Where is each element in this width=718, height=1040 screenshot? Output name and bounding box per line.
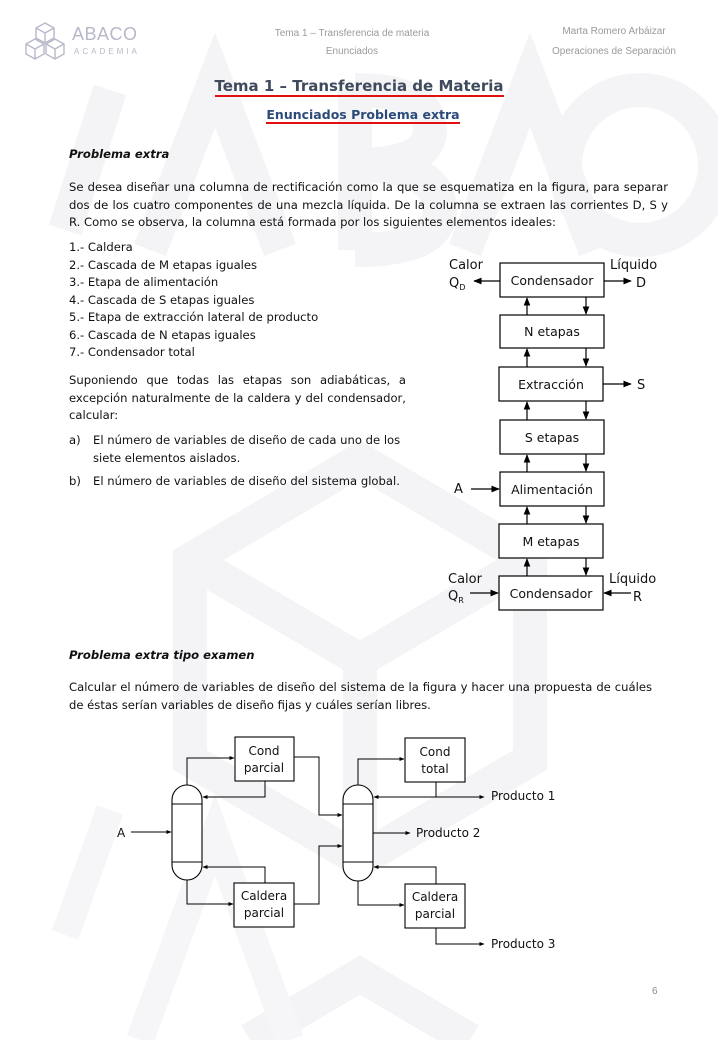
- box-label: Cond: [248, 744, 280, 758]
- question-label: b): [69, 474, 81, 488]
- box-label: total: [421, 762, 449, 776]
- product-1-label: Producto 1: [491, 789, 556, 803]
- list-item: 2.- Cascada de M etapas iguales: [69, 257, 258, 272]
- header-section: Enunciados: [325, 46, 379, 57]
- liquid-top-label: Líquido: [610, 258, 658, 273]
- block-label: Alimentación: [511, 482, 593, 497]
- product-2-label: Producto 2: [416, 826, 481, 840]
- question-text: El número de variables de diseño de cada uno de los siete elementos aislados.: [93, 433, 401, 465]
- block-label: Condensador: [510, 273, 594, 288]
- block-label: S etapas: [524, 430, 580, 445]
- feed-label: A: [117, 826, 126, 840]
- problem2-text: Calcular el número de variables de diseño del sistema de la figura y hacer una propuesta de cuáles de éstas serían variables de diseño fijas y cuáles serían libres.: [69, 680, 652, 712]
- symbol: Q: [449, 276, 460, 291]
- column-2: [343, 785, 373, 881]
- list-item: 3.- Etapa de alimentación: [69, 275, 219, 289]
- header-course: Operaciones de Separación: [552, 46, 676, 57]
- header-author: Marta Romero Arbáizar: [562, 26, 666, 37]
- logo-name: ABACO: [72, 24, 138, 44]
- subscript: D: [459, 283, 466, 292]
- page-title-text: Tema 1 – Transferencia de Materia: [214, 77, 504, 95]
- liquid-top-symbol: D: [636, 276, 647, 291]
- side-stream-label: S: [637, 378, 646, 393]
- liquid-bottom-label: Líquido: [609, 572, 657, 587]
- block-label: Condensador: [509, 586, 593, 601]
- problem2-heading: Problema extra tipo examen: [69, 648, 255, 662]
- feed-label: A: [454, 482, 463, 497]
- list-item: 7.- Condensador total: [69, 345, 195, 359]
- list-item: 4.- Cascada de S etapas iguales: [69, 292, 255, 307]
- box-label: Caldera: [411, 890, 459, 904]
- box-label: Caldera: [240, 889, 288, 903]
- page-subtitle-text: Enunciados Problema extra: [266, 107, 460, 122]
- question-label: a): [69, 433, 81, 447]
- box-label: parcial: [243, 906, 285, 920]
- list-item: 1.- Caldera: [69, 240, 133, 254]
- block-label: N etapas: [524, 324, 580, 339]
- subscript: R: [458, 596, 464, 605]
- list-item: 6.- Cascada de N etapas iguales: [69, 327, 256, 342]
- header-topic: Tema 1 – Transferencia de materia: [274, 28, 430, 39]
- problem1-intro: Se desea diseñar una columna de rectificación como la que se esquematiza en la figura, para separar dos de los cuatro componentes de una mezcla líquida. De la columna se extraen las corrientes D, S y R. Como se observa, la columna está formada por los siguientes elementos ideales:: [69, 180, 668, 229]
- liquid-bottom-symbol: R: [633, 590, 643, 605]
- block-label: Extracción: [518, 377, 584, 392]
- column-1: [172, 785, 202, 880]
- logo-subtitle: ACADEMIA: [74, 47, 140, 56]
- box-label: parcial: [414, 907, 456, 921]
- symbol: Q: [448, 589, 459, 604]
- list-item: 5.- Etapa de extracción lateral de producto: [69, 310, 319, 324]
- box-label: Cond: [419, 745, 451, 759]
- product-3-label: Producto 3: [491, 937, 556, 951]
- problem1-heading: Problema extra: [69, 147, 170, 161]
- problem1-assumption: Suponiendo que todas las etapas son adiabáticas, a excepción naturalmente de la caldera y del condensador, calcular:: [69, 373, 406, 422]
- heat-top-label: Calor: [449, 258, 483, 273]
- box-label: parcial: [243, 761, 285, 775]
- block-label: M etapas: [522, 534, 580, 549]
- question-text: El número de variables de diseño del sistema global.: [93, 474, 400, 488]
- heat-bottom-label: Calor: [448, 572, 482, 587]
- page-number: 6: [652, 986, 658, 997]
